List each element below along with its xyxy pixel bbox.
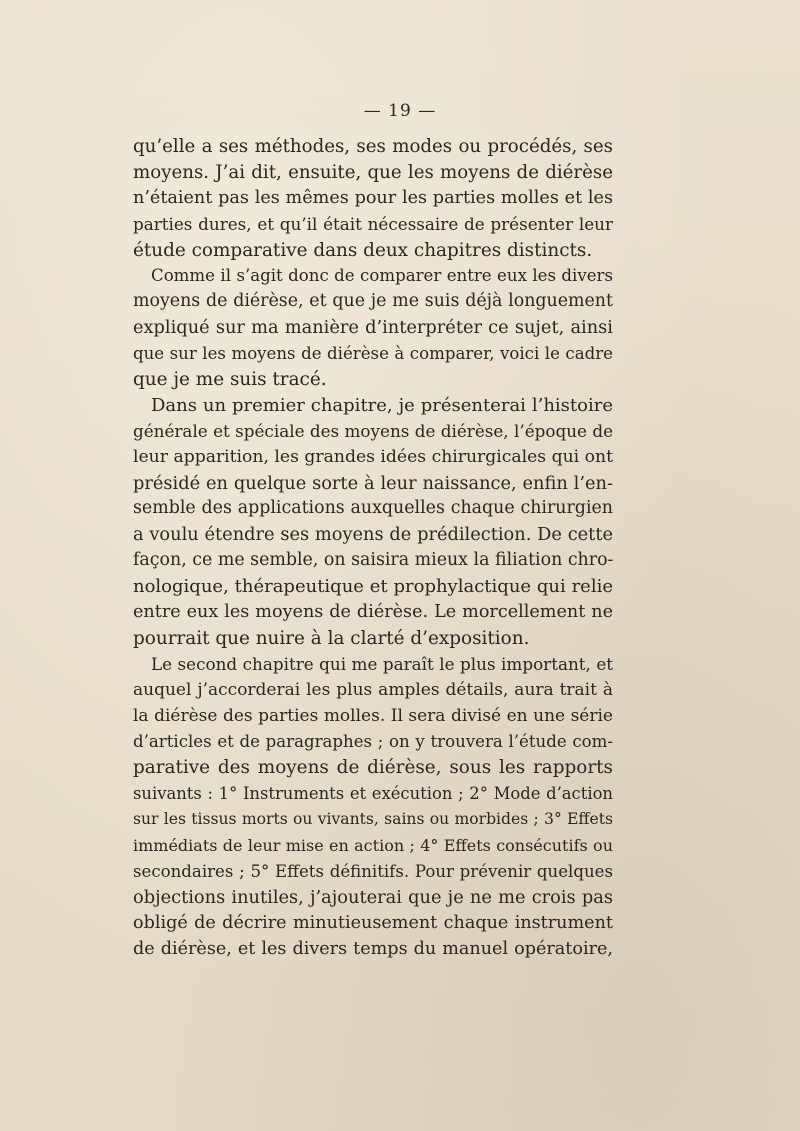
text-line: que je me suis tracé. — [133, 369, 327, 391]
text-line: nologique, thérapeutique et prophylactique qui relie — [133, 576, 613, 598]
text-line: sur les tissus morts ou vivants, sains ou morbides ; 3° Effets — [133, 810, 613, 829]
text-line: la diérèse des parties molles. Il sera divisé en une série — [133, 705, 613, 726]
text-line: que sur les moyens de diérèse à comparer, voici le cadre — [133, 344, 613, 364]
text-line: Le second chapitre qui me paraît le plus important, et — [151, 653, 613, 674]
text-line: immédiats de leur mise en action ; 4° Effets consécutifs ou — [133, 836, 613, 856]
page-number: — 19 — — [363, 101, 437, 121]
body-text — [133, 134, 613, 963]
text-line: expliqué sur ma manière d’interpréter ce sujet, ainsi — [133, 317, 613, 339]
text-line: moyens de diérèse, et que je me suis déjà longuement — [133, 291, 613, 312]
text-line: présidé en quelque sorte à leur naissance, enfin l’en- — [133, 472, 613, 494]
text-line: Dans un premier chapitre, je présenterai l’histoire — [151, 394, 613, 416]
text-line: suivants : 1° Instruments et exécution ; 2° Mode d’action — [133, 784, 613, 804]
text-line: étude comparative dans deux chapitres distincts. — [133, 239, 593, 261]
text-line: a voulu étendre ses moyens de prédilection. De cette — [133, 524, 613, 546]
text-line: moyens. J’ai dit, ensuite, que les moyens de diérèse — [133, 161, 613, 183]
text-line: façon, ce me semble, on saisira mieux la filiation chro- — [133, 550, 613, 571]
text-line: objections inutiles, j’ajouterai que je ne me crois pas — [133, 886, 613, 908]
text-line: secondaires ; 5° Effets définitifs. Pour prévenir quelques — [133, 861, 613, 881]
text-line: qu’elle a ses méthodes, ses modes ou procédés, ses — [133, 136, 613, 157]
text-line: leur apparition, les grandes idées chirurgicales qui ont — [133, 446, 613, 467]
text-line: pourrait que nuire à la clarté d’exposition. — [133, 627, 530, 649]
text-line: n’étaient pas les mêmes pour les parties molles et les — [133, 187, 613, 208]
text-line: auquel j’accorderai les plus amples détails, aura trait à — [133, 679, 613, 700]
text-line: semble des applications auxquelles chaque chirurgien — [133, 498, 613, 519]
text-line: d’articles et de paragraphes ; on y trouvera l’étude com- — [133, 732, 613, 752]
text-line: de diérèse, et les divers temps du manuel opératoire, — [133, 938, 613, 959]
text-line: entre eux les moyens de diérèse. Le morcellement ne — [133, 602, 613, 623]
text-line: parative des moyens de diérèse, sous les rapports — [133, 757, 613, 779]
text-line: obligé de décrire minutieusement chaque instrument — [133, 912, 613, 933]
text-line: Comme il s’agit donc de comparer entre eux les divers — [151, 266, 613, 286]
text-line: parties dures, et qu’il était nécessaire de présenter leur — [133, 213, 613, 234]
text-line: générale et spéciale des moyens de diérèse, l’époque de — [133, 420, 613, 441]
